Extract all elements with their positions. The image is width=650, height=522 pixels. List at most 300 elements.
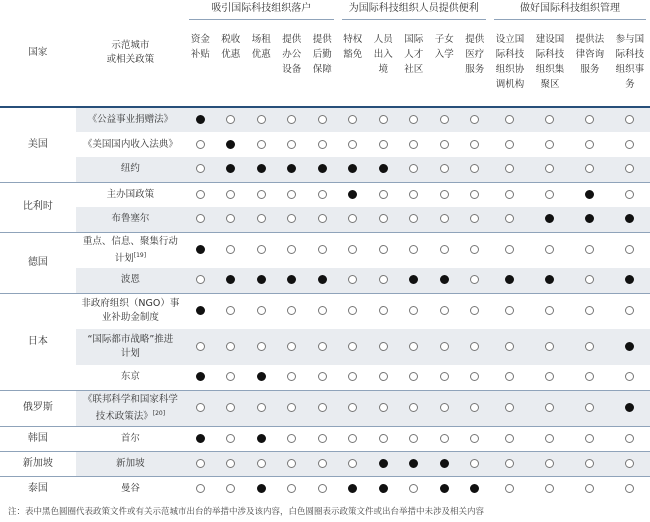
empty-circle-icon bbox=[545, 434, 554, 443]
filled-circle-icon bbox=[348, 484, 357, 493]
indicator-cell bbox=[490, 451, 530, 476]
policy-text: “国际都市战略”推进 bbox=[87, 334, 174, 345]
empty-circle-icon bbox=[585, 245, 594, 254]
policy-line bbox=[80, 113, 181, 127]
empty-circle-icon bbox=[257, 459, 266, 468]
policy-line bbox=[80, 432, 181, 446]
indicator-cell bbox=[530, 426, 570, 451]
policy-line bbox=[80, 457, 181, 471]
filled-circle-icon bbox=[625, 342, 634, 351]
empty-circle-icon bbox=[348, 214, 357, 223]
column-header-line: 设立国 bbox=[495, 34, 525, 45]
table-row bbox=[0, 182, 650, 207]
filled-circle-icon bbox=[625, 214, 634, 223]
empty-circle-icon bbox=[257, 245, 266, 254]
empty-circle-icon bbox=[505, 403, 514, 412]
policy-line bbox=[80, 249, 181, 266]
column-group-header bbox=[338, 0, 490, 22]
country-cell: 德国 bbox=[0, 232, 76, 293]
empty-circle-icon bbox=[318, 115, 327, 124]
country-cell: 俄罗斯 bbox=[0, 390, 76, 426]
policy-cell bbox=[76, 426, 185, 451]
filled-circle-icon bbox=[545, 275, 554, 284]
empty-circle-icon bbox=[196, 459, 205, 468]
empty-circle-icon bbox=[585, 459, 594, 468]
country-cell: 比利时 bbox=[0, 182, 76, 232]
empty-circle-icon bbox=[226, 115, 235, 124]
column-header bbox=[490, 22, 530, 107]
indicator-cell bbox=[610, 232, 650, 268]
empty-circle-icon bbox=[226, 214, 235, 223]
indicator-cell bbox=[368, 426, 398, 451]
empty-circle-icon bbox=[318, 245, 327, 254]
policy-cell bbox=[76, 182, 185, 207]
header-policy bbox=[76, 0, 185, 107]
indicator-cell bbox=[429, 268, 459, 293]
indicator-cell bbox=[490, 426, 530, 451]
filled-circle-icon bbox=[287, 164, 296, 173]
column-header-line: 补贴 bbox=[190, 49, 210, 60]
policy-line bbox=[80, 311, 181, 325]
column-header-line: 资金 bbox=[190, 34, 210, 45]
column-header-line: 豁免 bbox=[343, 49, 363, 60]
indicator-cell bbox=[246, 107, 276, 132]
empty-circle-icon bbox=[257, 342, 266, 351]
filled-circle-icon bbox=[226, 164, 235, 173]
empty-circle-icon bbox=[379, 115, 388, 124]
empty-circle-icon bbox=[625, 372, 634, 381]
empty-circle-icon bbox=[287, 245, 296, 254]
empty-circle-icon bbox=[318, 434, 327, 443]
indicator-cell bbox=[570, 329, 610, 365]
policy-text: 《联邦科学和国家科学 bbox=[82, 393, 178, 405]
empty-circle-icon bbox=[257, 115, 266, 124]
empty-circle-icon bbox=[470, 164, 479, 173]
indicator-cell bbox=[216, 157, 246, 182]
column-header bbox=[307, 22, 338, 107]
indicator-cell bbox=[185, 132, 215, 157]
policy-text: 业补助金制度 bbox=[101, 312, 159, 324]
empty-circle-icon bbox=[505, 115, 514, 124]
empty-circle-icon bbox=[545, 140, 554, 149]
indicator-cell bbox=[338, 182, 368, 207]
indicator-cell bbox=[459, 451, 490, 476]
indicator-cell bbox=[185, 232, 215, 268]
empty-circle-icon bbox=[505, 214, 514, 223]
table-row bbox=[0, 365, 650, 390]
policy-text: 计划 bbox=[120, 348, 140, 359]
indicator-cell bbox=[368, 182, 398, 207]
empty-circle-icon bbox=[196, 190, 205, 199]
filled-circle-icon bbox=[196, 372, 205, 381]
empty-circle-icon bbox=[379, 245, 388, 254]
table-row bbox=[0, 451, 650, 476]
indicator-cell bbox=[216, 132, 246, 157]
empty-circle-icon bbox=[379, 372, 388, 381]
indicator-cell bbox=[459, 207, 490, 232]
empty-circle-icon bbox=[625, 115, 634, 124]
table-row bbox=[0, 293, 650, 329]
indicator-cell bbox=[399, 107, 429, 132]
indicator-cell bbox=[429, 107, 459, 132]
column-header-line: 保障 bbox=[312, 64, 332, 75]
table-row bbox=[0, 426, 650, 451]
empty-circle-icon bbox=[505, 342, 514, 351]
indicator-cell bbox=[429, 232, 459, 268]
column-header-line: 提供 bbox=[465, 34, 485, 45]
column-header-line: 提供 bbox=[312, 34, 332, 45]
column-header-line: 税收 bbox=[221, 34, 241, 45]
indicator-cell bbox=[610, 426, 650, 451]
policy-line bbox=[80, 212, 181, 226]
policy-line bbox=[80, 482, 181, 496]
indicator-cell bbox=[307, 182, 338, 207]
indicator-cell bbox=[185, 476, 215, 501]
indicator-cell bbox=[459, 476, 490, 501]
empty-circle-icon bbox=[287, 190, 296, 199]
indicator-cell bbox=[459, 365, 490, 390]
indicator-cell bbox=[459, 182, 490, 207]
policy-text: 非政府组织（NGO）事 bbox=[81, 298, 180, 310]
indicator-cell bbox=[490, 107, 530, 132]
empty-circle-icon bbox=[585, 372, 594, 381]
empty-circle-icon bbox=[440, 434, 449, 443]
empty-circle-icon bbox=[348, 459, 357, 468]
indicator-cell bbox=[459, 268, 490, 293]
indicator-cell bbox=[399, 293, 429, 329]
policy-cell bbox=[76, 390, 185, 426]
indicator-cell bbox=[530, 476, 570, 501]
indicator-cell bbox=[185, 268, 215, 293]
empty-circle-icon bbox=[318, 342, 327, 351]
indicator-cell bbox=[246, 293, 276, 329]
column-header bbox=[570, 22, 610, 107]
empty-circle-icon bbox=[505, 190, 514, 199]
empty-circle-icon bbox=[470, 403, 479, 412]
empty-circle-icon bbox=[226, 306, 235, 315]
empty-circle-icon bbox=[226, 459, 235, 468]
empty-circle-icon bbox=[257, 403, 266, 412]
citation-mark: [20] bbox=[152, 409, 166, 417]
policy-text: 《公益事业捐赠法》 bbox=[87, 114, 174, 125]
empty-circle-icon bbox=[440, 190, 449, 199]
empty-circle-icon bbox=[318, 306, 327, 315]
empty-circle-icon bbox=[545, 306, 554, 315]
empty-circle-icon bbox=[318, 140, 327, 149]
filled-circle-icon bbox=[409, 275, 418, 284]
indicator-cell bbox=[490, 390, 530, 426]
policy-text: 技术政策法》 bbox=[95, 410, 153, 422]
filled-circle-icon bbox=[257, 484, 266, 493]
indicator-cell bbox=[530, 182, 570, 207]
indicator-cell bbox=[429, 182, 459, 207]
empty-circle-icon bbox=[409, 403, 418, 412]
indicator-cell bbox=[338, 207, 368, 232]
empty-circle-icon bbox=[470, 434, 479, 443]
column-group-label: 为国际科技组织人员提供便利 bbox=[342, 2, 486, 20]
empty-circle-icon bbox=[226, 372, 235, 381]
column-header-line: 组织事 bbox=[615, 64, 645, 75]
empty-circle-icon bbox=[545, 115, 554, 124]
indicator-cell bbox=[399, 268, 429, 293]
column-header-line: 境 bbox=[378, 64, 389, 75]
column-header-line: 优惠 bbox=[221, 49, 241, 60]
empty-circle-icon bbox=[625, 164, 634, 173]
indicator-cell bbox=[429, 476, 459, 501]
column-header-line: 组织集 bbox=[535, 64, 565, 75]
empty-circle-icon bbox=[348, 372, 357, 381]
indicator-cell bbox=[490, 329, 530, 365]
indicator-cell bbox=[530, 390, 570, 426]
indicator-cell bbox=[246, 232, 276, 268]
empty-circle-icon bbox=[287, 306, 296, 315]
indicator-cell bbox=[246, 207, 276, 232]
indicator-cell bbox=[610, 476, 650, 501]
column-header-line: 国际 bbox=[404, 34, 424, 45]
indicator-cell bbox=[307, 268, 338, 293]
empty-circle-icon bbox=[287, 342, 296, 351]
column-header-line: 聚区 bbox=[540, 79, 560, 90]
column-header bbox=[429, 22, 459, 107]
empty-circle-icon bbox=[257, 306, 266, 315]
indicator-cell bbox=[490, 232, 530, 268]
filled-circle-icon bbox=[379, 484, 388, 493]
column-header-line: 际科技 bbox=[535, 49, 565, 60]
country-cell: 美国 bbox=[0, 107, 76, 182]
empty-circle-icon bbox=[409, 140, 418, 149]
empty-circle-icon bbox=[196, 214, 205, 223]
filled-circle-icon bbox=[257, 275, 266, 284]
column-header bbox=[610, 22, 650, 107]
policy-text: 首尔 bbox=[120, 432, 140, 444]
indicator-cell bbox=[185, 390, 215, 426]
table-row bbox=[0, 157, 650, 182]
empty-circle-icon bbox=[409, 484, 418, 493]
empty-circle-icon bbox=[226, 245, 235, 254]
indicator-cell bbox=[530, 365, 570, 390]
indicator-cell bbox=[490, 365, 530, 390]
indicator-cell bbox=[338, 426, 368, 451]
indicator-cell bbox=[610, 268, 650, 293]
indicator-cell bbox=[570, 426, 610, 451]
empty-circle-icon bbox=[440, 245, 449, 254]
policy-cell bbox=[76, 451, 185, 476]
empty-circle-icon bbox=[545, 484, 554, 493]
column-header bbox=[338, 22, 368, 107]
indicator-cell bbox=[185, 182, 215, 207]
column-header bbox=[246, 22, 276, 107]
empty-circle-icon bbox=[196, 484, 205, 493]
filled-circle-icon bbox=[440, 459, 449, 468]
column-header-line: 际科技 bbox=[495, 49, 525, 60]
indicator-cell bbox=[307, 451, 338, 476]
empty-circle-icon bbox=[440, 214, 449, 223]
table-footnote: 注：表中黑色圆圈代表政策文件或有关示范城市出台的举措中涉及该内容，白色圆圈表示政策文件或出台举措中未涉及相关内容 bbox=[8, 507, 485, 517]
policy-text: 东京 bbox=[120, 371, 140, 383]
table-row bbox=[0, 476, 650, 501]
policy-cell bbox=[76, 329, 185, 365]
empty-circle-icon bbox=[545, 459, 554, 468]
indicator-cell bbox=[570, 365, 610, 390]
indicator-cell bbox=[307, 232, 338, 268]
filled-circle-icon bbox=[470, 484, 479, 493]
empty-circle-icon bbox=[470, 372, 479, 381]
indicator-cell bbox=[530, 207, 570, 232]
empty-circle-icon bbox=[348, 275, 357, 284]
policy-text: 波恩 bbox=[120, 274, 140, 286]
column-header-line: 提供法 bbox=[575, 34, 605, 45]
indicator-cell bbox=[185, 107, 215, 132]
indicator-cell bbox=[246, 476, 276, 501]
indicator-cell bbox=[185, 293, 215, 329]
table-row bbox=[0, 132, 650, 157]
empty-circle-icon bbox=[625, 484, 634, 493]
filled-circle-icon bbox=[379, 164, 388, 173]
indicator-cell bbox=[338, 390, 368, 426]
indicator-cell bbox=[216, 451, 246, 476]
empty-circle-icon bbox=[440, 164, 449, 173]
indicator-cell bbox=[399, 157, 429, 182]
indicator-cell bbox=[277, 426, 307, 451]
empty-circle-icon bbox=[470, 275, 479, 284]
indicator-cell bbox=[490, 207, 530, 232]
indicator-cell bbox=[570, 268, 610, 293]
empty-circle-icon bbox=[440, 372, 449, 381]
indicator-cell bbox=[368, 268, 398, 293]
indicator-cell bbox=[277, 157, 307, 182]
indicator-cell bbox=[459, 329, 490, 365]
empty-circle-icon bbox=[470, 214, 479, 223]
indicator-cell bbox=[307, 132, 338, 157]
filled-circle-icon bbox=[257, 164, 266, 173]
indicator-cell bbox=[216, 232, 246, 268]
indicator-cell bbox=[429, 426, 459, 451]
column-header-line: 场租 bbox=[251, 34, 271, 45]
indicator-cell bbox=[429, 293, 459, 329]
policy-cell bbox=[76, 207, 185, 232]
indicator-cell bbox=[216, 293, 246, 329]
empty-circle-icon bbox=[318, 372, 327, 381]
empty-circle-icon bbox=[545, 245, 554, 254]
column-header-line: 服务 bbox=[580, 64, 600, 75]
indicator-cell bbox=[490, 132, 530, 157]
indicator-cell bbox=[530, 293, 570, 329]
policy-text: 重点、信息、聚集行动 bbox=[82, 235, 178, 247]
indicator-cell bbox=[429, 451, 459, 476]
indicator-cell bbox=[338, 476, 368, 501]
empty-circle-icon bbox=[409, 164, 418, 173]
column-header-line: 律咨询 bbox=[575, 49, 605, 60]
indicator-cell bbox=[216, 476, 246, 501]
policy-line bbox=[80, 188, 181, 202]
column-group-label: 做好国际科技组织管理 bbox=[494, 2, 646, 20]
indicator-cell bbox=[459, 426, 490, 451]
indicator-cell bbox=[368, 232, 398, 268]
indicator-cell bbox=[216, 182, 246, 207]
indicator-cell bbox=[610, 329, 650, 365]
policy-text: 主办国政策 bbox=[106, 188, 155, 200]
empty-circle-icon bbox=[625, 245, 634, 254]
indicator-cell bbox=[399, 426, 429, 451]
indicator-cell bbox=[530, 232, 570, 268]
policy-cell bbox=[76, 293, 185, 329]
policy-cell bbox=[76, 107, 185, 132]
indicator-cell bbox=[610, 107, 650, 132]
indicator-cell bbox=[338, 132, 368, 157]
indicator-cell bbox=[429, 207, 459, 232]
empty-circle-icon bbox=[226, 403, 235, 412]
policy-line bbox=[80, 297, 181, 311]
indicator-cell bbox=[570, 293, 610, 329]
column-header-line: 子女 bbox=[434, 34, 454, 45]
empty-circle-icon bbox=[505, 459, 514, 468]
empty-circle-icon bbox=[470, 306, 479, 315]
empty-circle-icon bbox=[379, 275, 388, 284]
indicator-cell bbox=[338, 293, 368, 329]
indicator-cell bbox=[368, 293, 398, 329]
empty-circle-icon bbox=[625, 140, 634, 149]
indicator-cell bbox=[246, 268, 276, 293]
indicator-cell bbox=[277, 232, 307, 268]
empty-circle-icon bbox=[379, 342, 388, 351]
indicator-cell bbox=[490, 157, 530, 182]
filled-circle-icon bbox=[440, 275, 449, 284]
indicator-cell bbox=[610, 157, 650, 182]
filled-circle-icon bbox=[625, 403, 634, 412]
empty-circle-icon bbox=[257, 190, 266, 199]
empty-circle-icon bbox=[440, 140, 449, 149]
column-header-line: 社区 bbox=[404, 64, 424, 75]
indicator-cell bbox=[399, 390, 429, 426]
filled-circle-icon bbox=[257, 434, 266, 443]
indicator-cell bbox=[277, 390, 307, 426]
empty-circle-icon bbox=[545, 403, 554, 412]
empty-circle-icon bbox=[505, 164, 514, 173]
empty-circle-icon bbox=[470, 190, 479, 199]
filled-circle-icon bbox=[226, 275, 235, 284]
empty-circle-icon bbox=[379, 190, 388, 199]
indicator-cell bbox=[368, 390, 398, 426]
policy-text: 纽约 bbox=[120, 163, 140, 175]
indicator-cell bbox=[570, 451, 610, 476]
empty-circle-icon bbox=[545, 372, 554, 381]
indicator-cell bbox=[277, 365, 307, 390]
empty-circle-icon bbox=[348, 306, 357, 315]
column-header-line: 入学 bbox=[434, 49, 454, 60]
column-header-line: 建设国 bbox=[535, 34, 565, 45]
empty-circle-icon bbox=[409, 434, 418, 443]
indicator-cell bbox=[429, 390, 459, 426]
indicator-cell bbox=[610, 390, 650, 426]
group-header-row bbox=[0, 0, 650, 22]
indicator-cell bbox=[459, 157, 490, 182]
policy-cell bbox=[76, 157, 185, 182]
empty-circle-icon bbox=[625, 434, 634, 443]
policy-line bbox=[80, 347, 181, 361]
column-header-line: 人员 bbox=[373, 34, 393, 45]
indicator-cell bbox=[246, 390, 276, 426]
indicator-cell bbox=[185, 207, 215, 232]
indicator-cell bbox=[246, 329, 276, 365]
empty-circle-icon bbox=[585, 484, 594, 493]
indicator-cell bbox=[246, 451, 276, 476]
indicator-cell bbox=[399, 329, 429, 365]
empty-circle-icon bbox=[257, 140, 266, 149]
filled-circle-icon bbox=[196, 306, 205, 315]
country-cell: 韩国 bbox=[0, 426, 76, 451]
empty-circle-icon bbox=[585, 342, 594, 351]
filled-circle-icon bbox=[196, 434, 205, 443]
